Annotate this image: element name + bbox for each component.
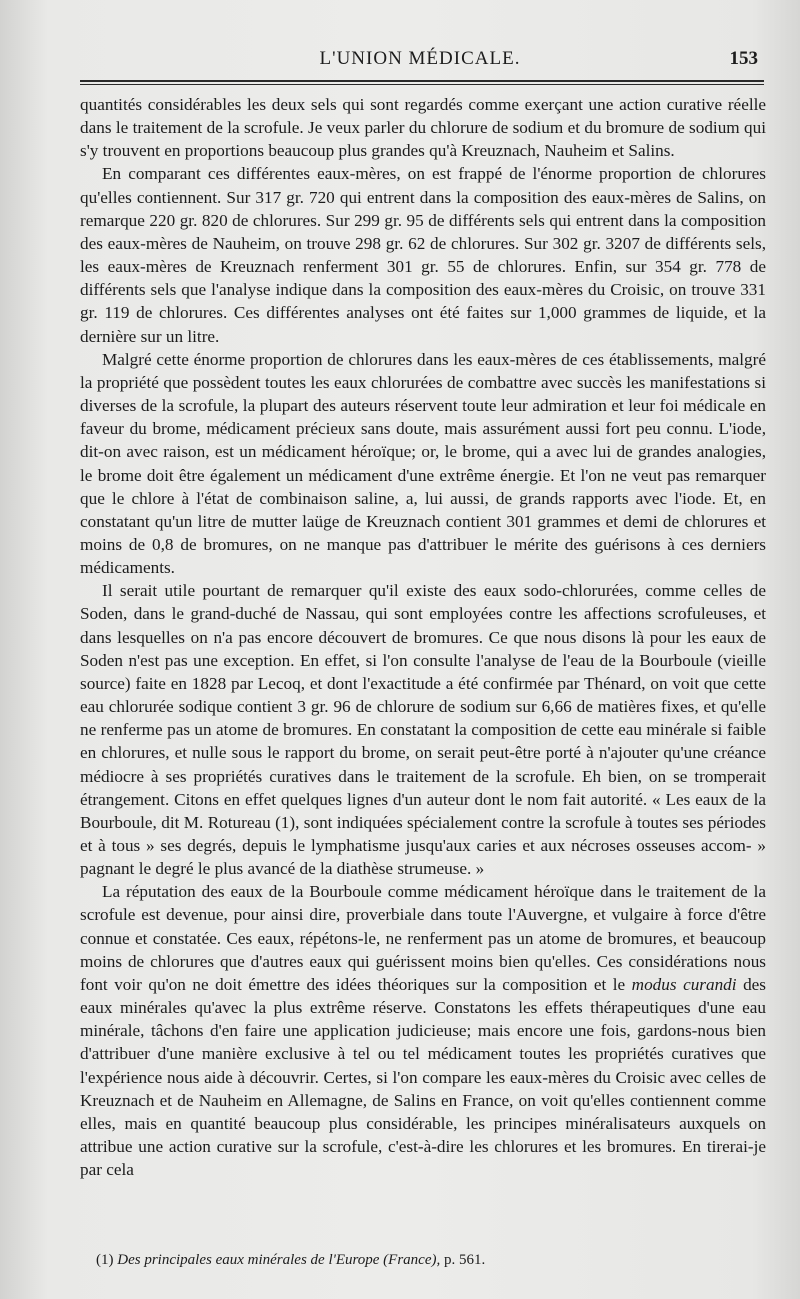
paragraph-text: En comparant ces différentes eaux-mères, on est frappé de l'énorme proportion de chlorures qu'elles contiennent. Sur 317 gr. 720 qui entrent dans la composition des eaux-mères de Salins, on remarque 220 gr. 820 de chlorures. Sur 299 gr. 95 de différents sels qui entrent dans la composition des eaux-mères de Nauheim, on trouve 298 gr. 62 de chlorures. Sur 302 gr. 3207 de différents sels, les eaux-mères de Kreuznach renferment 301 gr. 55 de chlorures. Enfin, sur 354 gr. 778 de différents sels que l'analyse indique dans la composition des eaux-mères du Croisic, on trouve 331 gr. 119 de chlorures. Ces différentes analyses ont été faites sur 1,000 grammes de liquide, et la dernière sur un litre. <box>80 164 766 346</box>
header-rule <box>80 80 764 82</box>
paragraph-text: des eaux minérales qu'avec la plus extrême réserve. Constatons les effets thérapeutiques d'une eau minérale, tâchons d'en faire une application judicieuse; mais encore une fois, gardons-nous bien d'attribuer d'une manière exclusive à tel ou tel médicament toutes les propriétés curatives que l'expérience nous aide à découvrir. Certes, si l'on compare les eaux-mères du Croisic avec celles de Kreuznach et de Nauheim en Allemagne, de Salins en France, on voit qu'elles contiennent comme elles, mais en quantité beaucoup plus considérable, les principes minéralisateurs auxquels on attribue une action curative sur la scrofule, c'est-à-dire les chlorures et les bromures. En tirerai-je par cela <box>80 974 766 1180</box>
body-text <box>80 93 766 1181</box>
paragraph-text: Malgré cette énorme proportion de chlorures dans les eaux-mères de ces établissements, malgré la propriété que possèdent toutes les eaux chlorurées de combattre avec succès les manifestations si diverses de la scrofule, la plupart des auteurs réservent toute leur admiration et leur foi médicale en faveur du brome, médicament précieux sans doute, mais assurément aussi fort peu connu. L'iode, dit-on avec raison, est un médicament héroïque; or, le brome, qui a avec lui de grandes analogies, le brome doit être également un médicament d'une extrême énergie. Et l'on ne veut pas remarquer que le chlore à l'état de combinaison saline, a, lui aussi, de grands rapports avec l'iode. Et, en constatant qu'un litre de mutter laüge de Kreuznach contient 301 grammes et demi de chlorures et moins de 0,8 de bromures, on ne manque pas d'attribuer le mérite des guérisons à ces derniers médicaments. <box>80 349 766 578</box>
paragraph-text: Il serait utile pourtant de remarquer qu'il existe des eaux sodo-chlorurées, comme celles de Soden, dans le grand-duché de Nassau, qui sont employées contre les affections scrofuleuses, et dans lesquelles on n'a pas encore découvert de bromures. Ce que nous disons là pour les eaux de Soden n'est pas une exception. En effet, si l'on consulte l'analyse de l'eau de la Bourboule (vieille source) faite en 1828 par Lecoq, et dont l'exactitude a été confirmée par Thénard, on voit que cette eau chlorurée sodique contient 3 gr. 96 de chlorure de sodium sur 6,66 de matières fixes, et qu'elle ne renferme pas un atome de bromures. En constatant la composition de cette eau minérale si faible en chlorures, et nulle sous le rapport du brome, on serait peut-être porté à n'ajouter qu'une créance médiocre à ses propriétés curatives dans le traitement de la scrofule. Eh bien, on se tromperait étrangement. Citons en effet quelques lignes d'un auteur dont le nom fait autorité. « Les eaux de la Bourboule, dit M. Rotureau (1), sont indiquées spécialement contre la scrofule à toutes ses périodes et à tous » ses degrés, depuis le lymphatisme jusqu'aux caries et aux nécroses osseuses accom- » pagnant le degré le plus avancé de la diathèse strumeuse. » <box>80 581 766 879</box>
running-title: L'UNION MÉDICALE. <box>319 48 521 69</box>
page-number: 153 <box>729 48 758 69</box>
footnote <box>96 1250 760 1270</box>
footnote-mark: (1) <box>96 1252 114 1268</box>
header-rule-thin <box>80 84 764 85</box>
paragraph-text: La réputation des eaux de la Bourboule comme médicament héroïque dans le traitement de la scrofule est devenue, pour ainsi dire, proverbiale dans toute l'Auvergne, et vulgaire à force d'être connue et constatée. Ces eaux, répétons-le, ne renferment pas un atome de bromures, et beaucoup moins de chlorures que d'autres eaux qui guérissent moins bien qu'elles. Ces considérations nous font voir qu'on ne doit émettre des idées théoriques sur la composition et le <box>80 882 766 994</box>
paragraph-text: quantités considérables les deux sels qui sont regardés comme exerçant une action curative réelle dans le traitement de la scrofule. Je veux parler du chlorure de sodium et du bromure de sodium qui s'y trouvent en proportions beaucoup plus grandes qu'à Kreuznach, Nauheim et Salins. <box>80 95 766 161</box>
footnote-page: p. 561. <box>440 1252 486 1268</box>
paragraph-1 <box>80 93 766 162</box>
paragraph-4 <box>80 579 766 880</box>
paragraph-5 <box>80 880 766 1181</box>
paragraph-3 <box>80 348 766 580</box>
page-header <box>78 48 762 78</box>
paragraph-2 <box>80 162 766 347</box>
italic-term: modus curandi <box>631 974 737 994</box>
footnote-title: Des principales eaux minérales de l'Europe (France), <box>117 1252 441 1268</box>
